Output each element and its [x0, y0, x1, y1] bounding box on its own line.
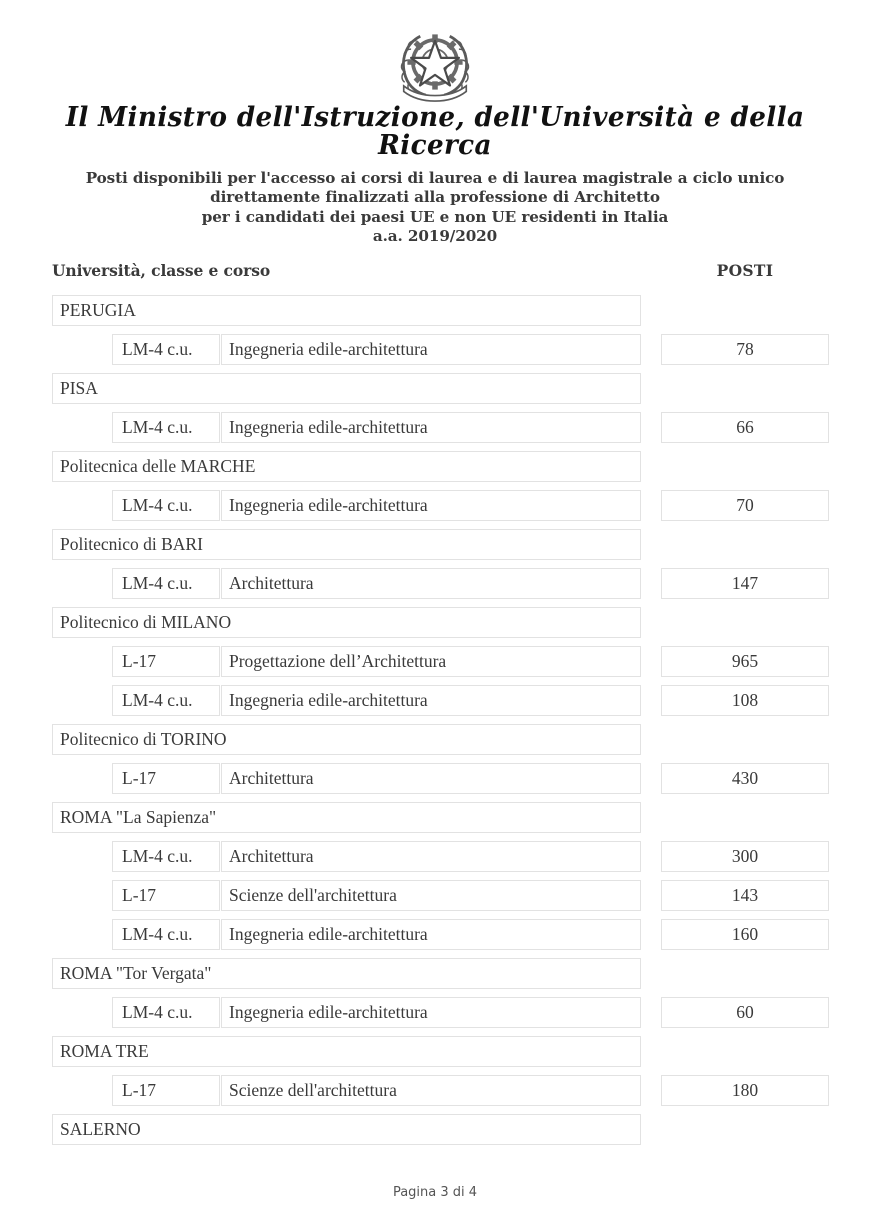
course-row — [0, 646, 870, 685]
course-class-cell: LM-4 c.u. — [112, 841, 220, 872]
course-posti-cell: 965 — [661, 646, 829, 677]
university-row — [0, 802, 870, 841]
course-name-cell: Ingegneria edile-architettura — [221, 412, 641, 443]
university-name-cell: Politecnico di MILANO — [52, 607, 641, 638]
subtitle-line-3: per i candidati dei paesi UE e non UE residenti in Italia — [201, 207, 669, 226]
university-row — [0, 373, 870, 412]
university-name-cell: Politecnico di TORINO — [52, 724, 641, 755]
course-posti-cell: 78 — [661, 334, 829, 365]
ministry-title: Il Ministro dell'Istruzione, dell'Università e della Ricerca — [65, 102, 805, 162]
course-name-cell: Ingegneria edile-architettura — [221, 997, 641, 1028]
course-row — [0, 685, 870, 724]
course-row — [0, 334, 870, 373]
course-row — [0, 880, 870, 919]
subtitle-academic-year: a.a. 2019/2020 — [372, 227, 498, 246]
course-row — [0, 568, 870, 607]
course-posti-cell: 66 — [661, 412, 829, 443]
course-name-cell: Ingegneria edile-architettura — [221, 490, 641, 521]
course-name-cell: Architettura — [221, 763, 641, 794]
course-row — [0, 841, 870, 880]
course-name-cell: Scienze dell'architettura — [221, 880, 641, 911]
university-row — [0, 529, 870, 568]
university-row — [0, 451, 870, 490]
course-posti-cell: 430 — [661, 763, 829, 794]
document-subtitle — [0, 169, 870, 247]
university-name-cell: SALERNO — [52, 1114, 641, 1145]
course-class-cell: LM-4 c.u. — [112, 997, 220, 1028]
course-class-cell: L-17 — [112, 763, 220, 794]
column-header-posti: POSTI — [716, 260, 774, 280]
course-posti-cell: 143 — [661, 880, 829, 911]
course-name-cell: Ingegneria edile-architettura — [221, 685, 641, 716]
course-class-cell: LM-4 c.u. — [112, 490, 220, 521]
university-name-cell: ROMA "La Sapienza" — [52, 802, 641, 833]
course-posti-cell: 147 — [661, 568, 829, 599]
university-name-cell: PISA — [52, 373, 641, 404]
university-name-cell: Politecnica delle MARCHE — [52, 451, 641, 482]
university-name-cell: ROMA TRE — [52, 1036, 641, 1067]
course-posti-cell: 300 — [661, 841, 829, 872]
course-row — [0, 412, 870, 451]
course-name-cell: Ingegneria edile-architettura — [221, 334, 641, 365]
course-class-cell: L-17 — [112, 880, 220, 911]
university-row — [0, 607, 870, 646]
course-class-cell: LM-4 c.u. — [112, 412, 220, 443]
course-name-cell: Architettura — [221, 568, 641, 599]
course-row — [0, 919, 870, 958]
course-row — [0, 763, 870, 802]
course-posti-cell: 108 — [661, 685, 829, 716]
university-row — [0, 1036, 870, 1075]
course-name-cell: Progettazione dell’Architettura — [221, 646, 641, 677]
column-header-university: Università, classe e corso — [52, 260, 271, 280]
university-row — [0, 724, 870, 763]
subtitle-line-2: direttamente finalizzati alla professione di Architetto — [210, 188, 660, 207]
emblem-container — [0, 0, 870, 104]
course-posti-cell: 180 — [661, 1075, 829, 1106]
university-row — [0, 1114, 870, 1153]
course-class-cell: LM-4 c.u. — [112, 685, 220, 716]
course-name-cell: Scienze dell'architettura — [221, 1075, 641, 1106]
university-row — [0, 958, 870, 997]
university-name-cell: ROMA "Tor Vergata" — [52, 958, 641, 989]
subtitle-line-1: Posti disponibili per l'accesso ai corsi di laurea e di laurea magistrale a ciclo unico — [85, 168, 785, 187]
university-name-cell: Politecnico di BARI — [52, 529, 641, 560]
page-footer: Pagina 3 di 4 — [392, 1185, 478, 1200]
course-row — [0, 997, 870, 1036]
course-class-cell: L-17 — [112, 1075, 220, 1106]
university-row — [0, 295, 870, 334]
course-row — [0, 490, 870, 529]
italian-republic-emblem-icon — [389, 16, 481, 108]
course-class-cell: L-17 — [112, 646, 220, 677]
course-posti-cell: 70 — [661, 490, 829, 521]
table-column-headers — [0, 261, 870, 291]
course-class-cell: LM-4 c.u. — [112, 568, 220, 599]
course-class-cell: LM-4 c.u. — [112, 334, 220, 365]
course-row — [0, 1075, 870, 1114]
course-name-cell: Architettura — [221, 841, 641, 872]
course-posti-cell: 160 — [661, 919, 829, 950]
university-name-cell: PERUGIA — [52, 295, 641, 326]
course-name-cell: Ingegneria edile-architettura — [221, 919, 641, 950]
course-posti-cell: 60 — [661, 997, 829, 1028]
course-class-cell: LM-4 c.u. — [112, 919, 220, 950]
courses-table — [0, 295, 870, 1153]
